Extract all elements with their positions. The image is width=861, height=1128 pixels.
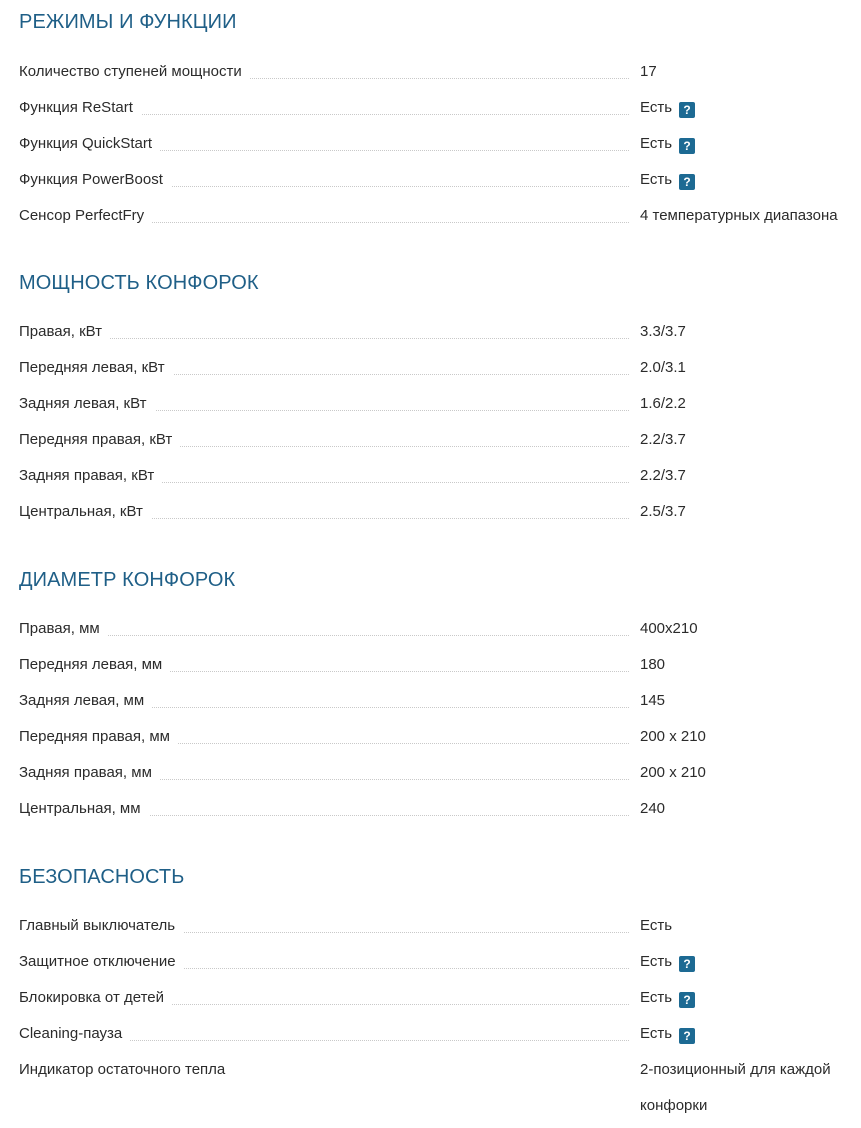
section-title: БЕЗОПАСНОСТЬ [19,866,185,888]
spec-row [19,386,861,422]
spec-row [19,126,861,162]
spec-label: Задняя левая, кВт [19,395,155,412]
spec-row [19,683,861,719]
spec-value: 2.5/3.7 [640,503,686,520]
spec-label: Центральная, мм [19,800,149,817]
help-icon[interactable]: ? [679,138,695,154]
spec-value: 2.0/3.1 [640,359,686,376]
section-burner-power [19,271,861,520]
spec-row [19,791,861,827]
spec-value: 1.6/2.2 [640,395,686,412]
spec-label: Защитное отключение [19,953,184,970]
section-burner-diameter [19,568,861,817]
spec-label: Правая, кВт [19,323,110,340]
spec-value: Есть [640,99,673,116]
spec-value: 3.3/3.7 [640,323,686,340]
spec-label: Передняя правая, мм [19,728,178,745]
spec-value: 200 x 210 [640,728,706,745]
spec-row [19,647,861,683]
spec-row [19,90,861,126]
spec-label: Функция QuickStart [19,135,160,152]
spec-value: Есть [640,1025,673,1042]
spec-row [19,719,861,755]
spec-label: Задняя левая, мм [19,692,152,709]
spec-row [19,422,861,458]
help-icon[interactable]: ? [679,102,695,118]
spec-row [19,162,861,198]
help-icon[interactable]: ? [679,1028,695,1044]
spec-value: 2-позиционный для каждой конфорки [640,1061,831,1114]
spec-value: 400x210 [640,620,698,637]
spec-row [19,350,861,386]
spec-value: 2.2/3.7 [640,431,686,448]
section-safety [19,865,861,1114]
spec-value: 200 x 210 [640,764,706,781]
spec-row [19,611,861,647]
help-icon[interactable]: ? [679,992,695,1008]
spec-label: Функция PowerBoost [19,171,171,188]
spec-row [19,1052,861,1124]
spec-label: Передняя правая, кВт [19,431,180,448]
spec-label: Количество ступеней мощности [19,63,250,80]
spec-row [19,198,861,234]
spec-label: Функция ReStart [19,99,141,116]
spec-row [19,944,861,980]
section-title: РЕЖИМЫ И ФУНКЦИИ [19,11,237,33]
section-title: ДИАМЕТР КОНФОРОК [19,569,236,591]
spec-value: 2.2/3.7 [640,467,686,484]
spec-row [19,54,861,90]
spec-value: Есть [640,953,673,970]
spec-value: Есть [640,135,673,152]
spec-row [19,980,861,1016]
spec-label: Правая, мм [19,620,108,637]
spec-label: Блокировка от детей [19,989,172,1006]
section-title: МОЩНОСТЬ КОНФОРОК [19,272,259,294]
spec-row [19,908,861,944]
spec-row [19,494,861,530]
spec-label: Передняя левая, мм [19,656,170,673]
spec-label: Сенсор PerfectFry [19,207,152,224]
spec-label: Cleaning-пауза [19,1025,130,1042]
spec-label: Задняя правая, кВт [19,467,162,484]
spec-row [19,755,861,791]
spec-value: Есть [640,989,673,1006]
help-icon[interactable]: ? [679,956,695,972]
spec-value: 17 [640,63,657,80]
section-modes-functions [19,10,861,224]
spec-value: 4 температурных диапазона [640,207,838,224]
spec-value: Есть [640,917,673,934]
spec-label: Главный выключатель [19,917,183,934]
spec-value: 240 [640,800,666,817]
spec-value: 145 [640,692,666,709]
spec-label: Задняя правая, мм [19,764,160,781]
spec-label: Передняя левая, кВт [19,359,173,376]
spec-row [19,314,861,350]
spec-row [19,458,861,494]
spec-value: Есть [640,171,673,188]
spec-row [19,1016,861,1052]
spec-label: Индикатор остаточного тепла [19,1061,233,1078]
help-icon[interactable]: ? [679,174,695,190]
spec-value: 180 [640,656,666,673]
spec-label: Центральная, кВт [19,503,151,520]
